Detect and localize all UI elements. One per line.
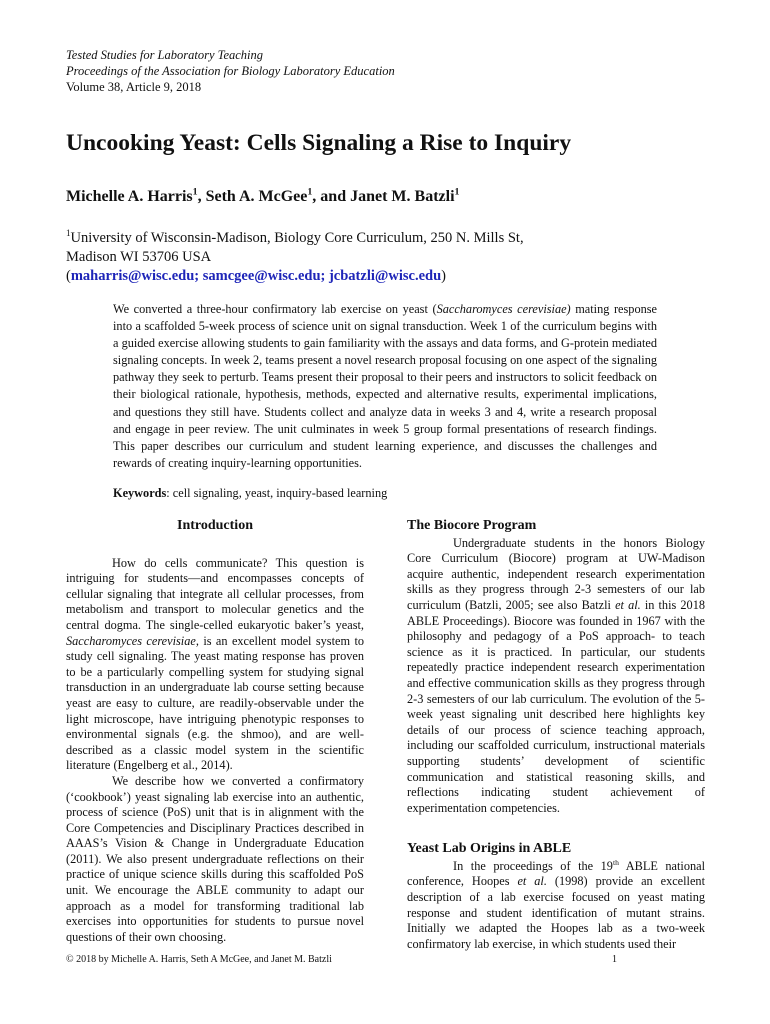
intro-text: How do cells communicate? This question is intriguing for students—and encompasses concepts of cellular signaling that integrate all cellular processes, from metabolism and transport to molecular genetics and the central dogma. The single-celled eukaryotic baker’s yeast, bbox=[66, 555, 364, 632]
author-separator: , and bbox=[312, 188, 351, 205]
author-affil-mark: 1 bbox=[192, 186, 198, 198]
email-open-paren: ( bbox=[66, 268, 71, 284]
author-affil-mark: 1 bbox=[454, 186, 460, 198]
affiliation bbox=[66, 229, 686, 286]
paper-title: Uncooking Yeast: Cells Signaling a Rise to Inquiry bbox=[66, 130, 572, 156]
left-column bbox=[66, 518, 364, 945]
yeast-origins-heading: Yeast Lab Origins in ABLE bbox=[407, 841, 572, 857]
keywords-label: Keywords bbox=[113, 486, 167, 500]
biocore-etal: et al. bbox=[615, 597, 641, 612]
author-name: Seth A. McGee bbox=[205, 188, 308, 205]
author-separator: , bbox=[197, 188, 206, 205]
yeast-text: (1998) provide an excellent description of a lab exercise focused on yeast mating response and student identification of mutant strains. Initially we adapted the Hoopes lab as a two-week confirmatory lab exercise, in which students used their bbox=[407, 874, 705, 951]
introduction-heading: Introduction bbox=[177, 518, 253, 533]
page-number: 1 bbox=[612, 954, 617, 965]
right-column bbox=[407, 518, 705, 952]
journal-proceedings: Proceedings of the Association for Biology Laboratory Education bbox=[66, 64, 395, 78]
ordinal-suffix: th bbox=[612, 857, 619, 867]
author-name: Janet M. Batzli bbox=[350, 188, 455, 205]
biocore-text: Undergraduate students in the honors Biology Core Curriculum (Biocore) program at UW-Madison acquire authentic, independent research experimentation skills as they progress through 2-3 semesters of our lab curriculum (Batzli, 2005; see also Batzli bbox=[407, 535, 705, 612]
affiliation-line-1: University of Wisconsin-Madison, Biology Core Curriculum, 250 N. Mills St, bbox=[70, 230, 524, 246]
author-name: Michelle A. Harris bbox=[66, 188, 193, 205]
affiliation-line-2: Madison WI 53706 USA bbox=[66, 249, 212, 265]
author-affil-mark: 1 bbox=[307, 186, 313, 198]
author-emails[interactable]: maharris@wisc.edu; samcgee@wisc.edu; jcbatzli@wisc.edu bbox=[70, 268, 442, 284]
journal-header bbox=[66, 47, 395, 95]
yeast-origins-paragraph bbox=[407, 859, 705, 953]
journal-series: Tested Studies for Laboratory Teaching bbox=[66, 48, 264, 62]
keywords-text: : cell signaling, yeast, inquiry-based learning bbox=[166, 486, 388, 500]
abstract-species: Saccharomyces cerevisiae) bbox=[436, 302, 571, 316]
introduction-paragraph-1 bbox=[66, 556, 364, 774]
abstract bbox=[113, 301, 657, 472]
email-close-paren: ) bbox=[441, 268, 446, 284]
author-list bbox=[66, 188, 459, 206]
yeast-text: In the proceedings of the 19 bbox=[453, 858, 613, 873]
abstract-text: mating response into a scaffolded 5-week process of science unit on signal transduction. Week 1 of the curriculum begins with a guided exercise allowing students to gain familiarity with the assays and data forms, and G-protein mediated signaling concepts. In week 2, teams present a novel research proposal focusing on one aspect of the signaling pathway they seek to perturb. Teams present their proposal to their peers and instructors to solicit feedback on their biological rationale, hypothesis, methods, expected and alternative results, experimental implications, and questions they still have. Students collect and analyze data in weeks 3 and 4, write a research proposal and engage in peer review. The unit culminates in week 5 group formal presentations of research findings. This paper describes our curriculum and student learning experience, and discusses the challenges and rewards of creating inquiry-learning opportunities. bbox=[113, 302, 657, 470]
intro-species: Saccharomyces cerevisiae, bbox=[66, 633, 199, 648]
introduction-paragraph-2: We describe how we converted a confirmatory (‘cookbook’) yeast signaling lab exercise into an authentic, process of science (PoS) unit that is in alignment with the Core Competencies and Disciplinary Practices described in AAAS’s Vision & Change in Undergraduate Education (2011). We also present undergraduate reflections on their practice of unique science skills during this scaffolded PoS unit. We encourage the ABLE community to adapt our approach as a model for transforming traditional lab exercises into opportunities for students to pursue novel questions of their own choosing. bbox=[66, 773, 364, 944]
biocore-text: in this 2018 ABLE Proceedings). Biocore was founded in 1967 with the philosophy and pedagogy of a PoS approach- to teach science as it is practiced. In particular, our students repeatedly practice independent research experimentation and effective communication skills as they progress through 2-3 semesters of our lab curriculum. The evolution of the 5-week yeast signaling unit described here highlights key details of our process of science teaching approach, including our scaffolded curriculum, instructional materials supporting students’ development of scientific communication and statistical reasoning skills, and reflections indicating student achievement of experimentation competencies. bbox=[407, 597, 705, 815]
biocore-heading: The Biocore Program bbox=[407, 518, 537, 533]
copyright-notice: © 2018 by Michelle A. Harris, Seth A McGee, and Janet M. Batzli bbox=[66, 954, 332, 965]
abstract-text: We converted a three-hour confirmatory lab exercise on yeast ( bbox=[113, 302, 437, 316]
keywords bbox=[113, 486, 387, 501]
yeast-text: ABLE national conference, Hoopes bbox=[407, 858, 705, 889]
biocore-paragraph bbox=[407, 536, 705, 817]
affiliation-mark: 1 bbox=[66, 228, 71, 239]
journal-volume: Volume 38, Article 9, 2018 bbox=[66, 80, 202, 94]
intro-text: is an excellent model system to study cell signaling. The yeast mating response has proven to be a particularly compelling system for studying signal transduction in an undergraduate lab course setting because yeast are easy to culture, are readily-observable under the light microscope, have intriguing phenotypic responses to environmental signals (e.g. the shmoo), and are well-described as a classic model system in the scientific literature (Engelberg et al., 2014). bbox=[66, 633, 365, 773]
yeast-etal: et al. bbox=[517, 874, 547, 889]
